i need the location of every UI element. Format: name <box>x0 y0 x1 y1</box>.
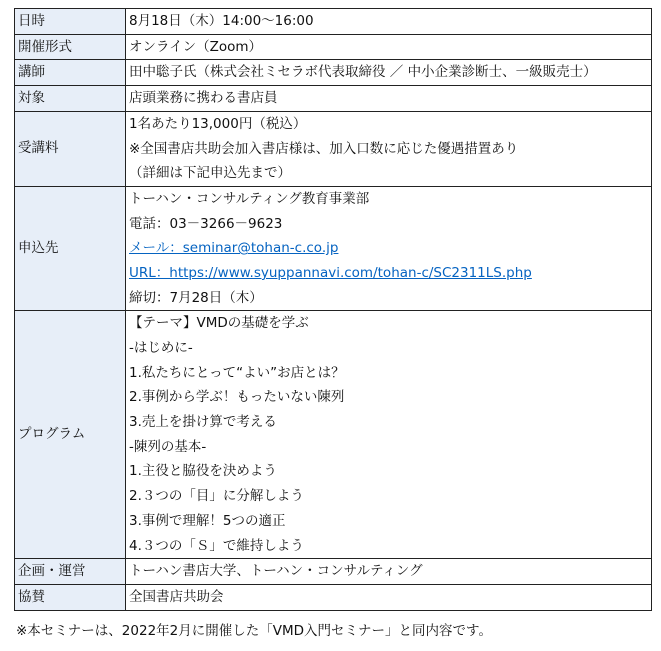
table-row-apply <box>15 186 652 310</box>
footnote: ※本セミナーは、2022年2月に開催した「VMD入門セミナー」と同内容です。 <box>16 623 492 639</box>
target-label: 対象 <box>15 86 126 112</box>
fee-line: （詳細は下記申込先まで） <box>129 165 291 182</box>
program-line: 3.売上を掛け算で考える <box>129 414 277 431</box>
program-line: 4.３つの「Ｓ」で維持しよう <box>129 537 304 554</box>
instructor-value: 田中聡子氏（株式会社ミセラボ代表取締役 ／ 中小企業診断士、一級販売士） <box>126 60 652 86</box>
apply-phone: 電話：03－3266－9623 <box>129 215 283 232</box>
program-line: -はじめに- <box>129 340 193 356</box>
table-row-sponsor <box>15 584 652 610</box>
program-line: 1.私たちにとって“よい”お店とは？ <box>129 364 345 381</box>
apply-label: 申込先 <box>15 186 126 310</box>
program-line: 2.３つの「目」に分解しよう <box>129 488 304 505</box>
table-row-format <box>15 34 652 60</box>
program-line: 3.事例で理解！5つの適正 <box>129 512 286 529</box>
program-value <box>126 311 652 559</box>
apply-deadline: 締切：7月28日（木） <box>129 289 263 306</box>
date-label: 日時 <box>15 9 126 35</box>
organizer-value: トーハン書店大学、トーハン・コンサルティング <box>126 559 652 585</box>
apply-organization: トーハン・コンサルティング教育事業部 <box>129 190 370 207</box>
format-label: 開催形式 <box>15 34 126 60</box>
email-link[interactable]: メール：seminar@tohan-c.co.jp <box>129 240 339 257</box>
table-row-instructor <box>15 60 652 86</box>
program-label: プログラム <box>15 311 126 559</box>
table-row-program <box>15 311 652 559</box>
date-value: 8月18日（木）14:00～16:00 <box>126 9 652 35</box>
program-line: 【テーマ】VMDの基礎を学ぶ <box>129 315 309 332</box>
fee-line: ※全国書店共助会加入書店様は、加入口数に応じた優遇措置あり <box>129 140 519 157</box>
program-line: -陳列の基本- <box>129 438 207 455</box>
table-row-date <box>15 9 652 35</box>
program-line: 1.主役と脇役を決めよう <box>129 463 277 480</box>
table-row-organizer <box>15 559 652 585</box>
sponsor-value: 全国書店共助会 <box>126 584 652 610</box>
sponsor-label: 協賛 <box>15 584 126 610</box>
apply-value <box>126 186 652 310</box>
seminar-info-table <box>14 8 652 611</box>
instructor-label: 講師 <box>15 60 126 86</box>
fee-value <box>126 111 652 186</box>
organizer-label: 企画・運営 <box>15 559 126 585</box>
url-link[interactable]: URL：https://www.syuppannavi.com/tohan-c/SC2311LS.php <box>129 264 532 281</box>
program-line: 2.事例から学ぶ！もったいない陳列 <box>129 389 345 406</box>
fee-label: 受講料 <box>15 111 126 186</box>
table-row-target <box>15 86 652 112</box>
target-value: 店頭業務に携わる書店員 <box>126 86 652 112</box>
format-value: オンライン（Zoom） <box>126 34 652 60</box>
fee-line: 1名あたり13,000円（税込） <box>129 115 307 132</box>
table-row-fee <box>15 111 652 186</box>
